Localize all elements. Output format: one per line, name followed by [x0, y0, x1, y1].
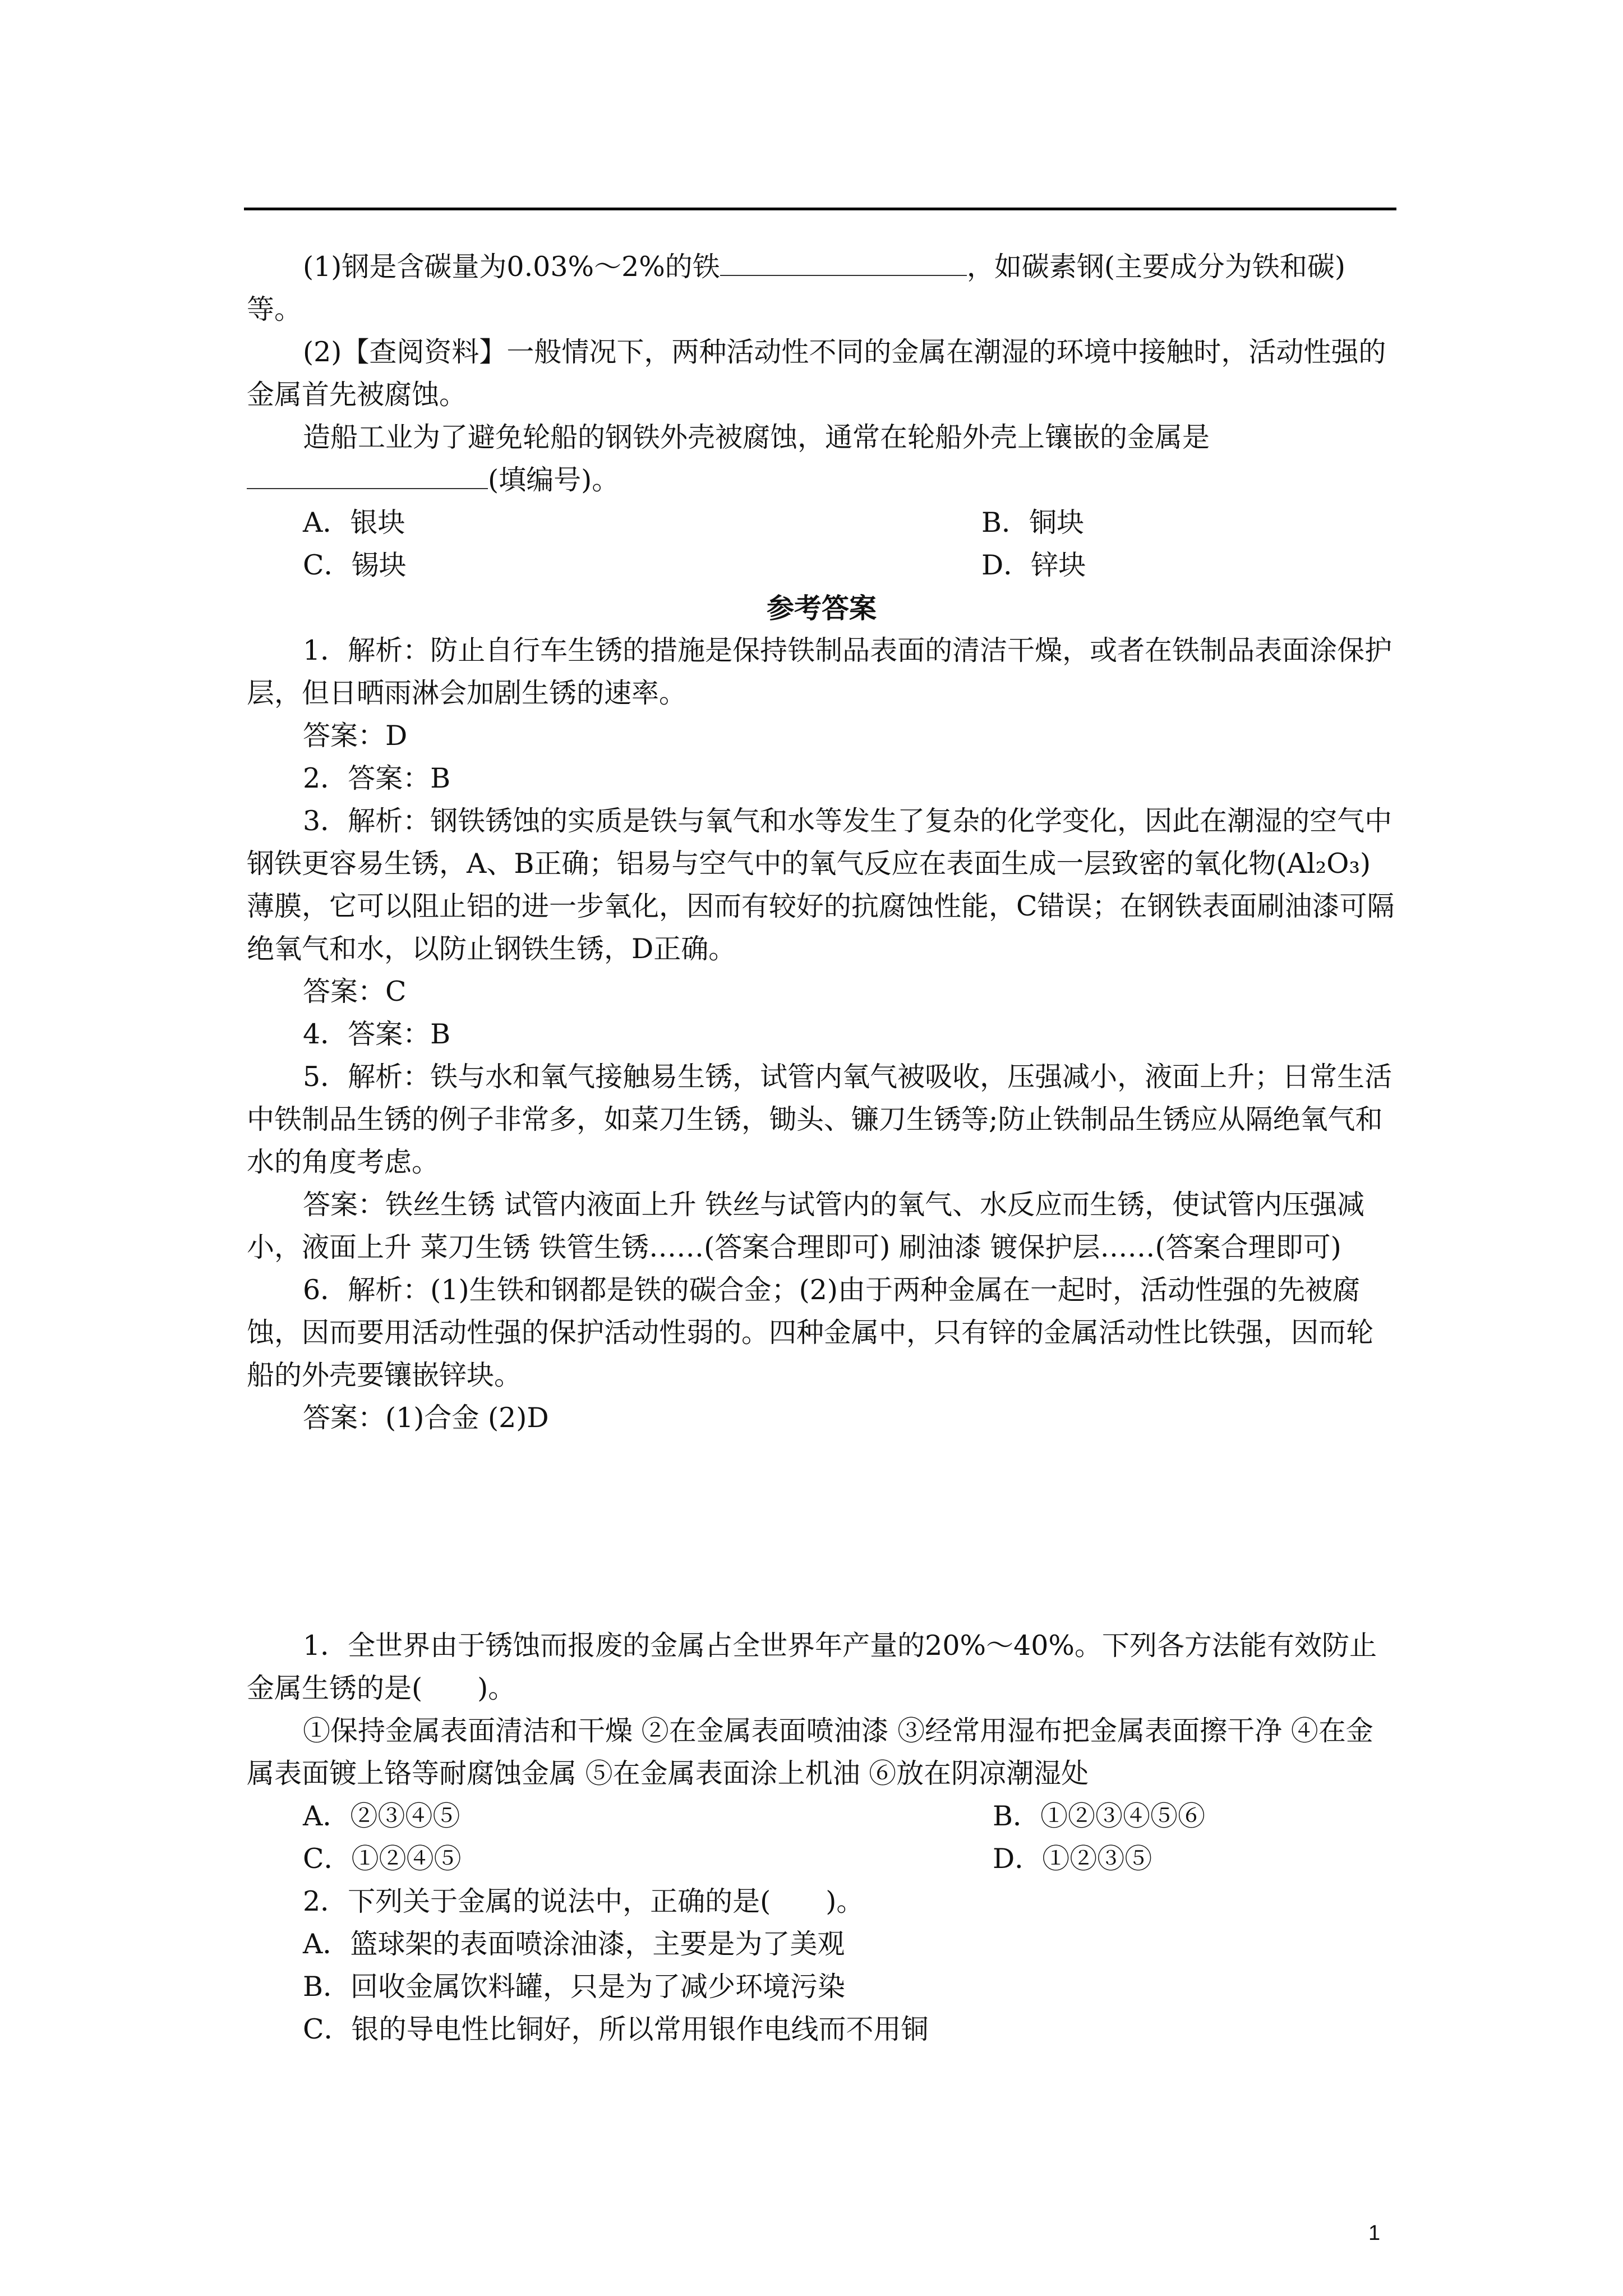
- answer-blank[interactable]: [247, 466, 488, 489]
- q1-stem: 1．全世界由于锈蚀而报废的金属占全世界年产量的20%～40%。下列各方法能有效防止金属生锈的是( )。: [247, 1630, 1377, 1704]
- section-gap: [247, 1439, 1396, 1625]
- answer-blank[interactable]: [720, 252, 967, 276]
- document-body: [247, 246, 1396, 2051]
- q6-part2: (2)【查阅资料】一般情况下，两种活动性不同的金属在潮湿的环境中接触时，活动性强的金属首先被腐蚀。: [247, 336, 1386, 411]
- option-c: C．①②④⑤: [303, 1843, 462, 1875]
- answer-item: 6．解析：(1)生铁和钢都是铁的碳合金；(2)由于两种金属在一起时，活动性强的先被腐蚀，因而要用活动性强的保护活动性弱的。四种金属中，只有锌的金属活动性比铁强，因而轮船的外壳要镶嵌锌块。: [247, 1274, 1374, 1391]
- q2-option: B．回收金属饮料罐，只是为了减少环境污染: [303, 1971, 846, 2003]
- option-a: A．银块: [303, 507, 405, 539]
- answer-item: 答案：铁丝生锈 试管内液面上升 铁丝与试管内的氧气、水反应而生锈，使试管内压强减小，液面上升 菜刀生锈 铁管生锈……(答案合理即可) 刷油漆 镀保护层……(答案合理即可): [247, 1189, 1365, 1263]
- q6-options-row-1: [247, 501, 1396, 544]
- answer-item: 1．解析：防止自行车生锈的措施是保持铁制品表面的清洁干燥，或者在铁制品表面涂保护层，但日晒雨淋会加剧生锈的速率。: [247, 634, 1393, 709]
- q6-stem: 造船工业为了避免轮船的钢铁外壳被腐蚀，通常在轮船外壳上镶嵌的金属是(填编号)。: [247, 416, 1396, 501]
- q1-options-row-1: [247, 1795, 1396, 1838]
- option-a: A．②③④⑤: [303, 1800, 460, 1832]
- q6-options-row-2: [247, 544, 1396, 587]
- option-b: B．①②③④⑤⑥: [993, 1800, 1206, 1832]
- page-number: 1: [1368, 2221, 1381, 2245]
- q1-options-row-2: [247, 1838, 1396, 1880]
- q2-option: C．银的导电性比铜好，所以常用银作电线而不用铜: [303, 2013, 929, 2045]
- answer-item: 2．答案：B: [303, 762, 451, 794]
- option-c: C．锡块: [303, 549, 407, 581]
- header-rule: [244, 208, 1396, 210]
- q1-items: ①保持金属表面清洁和干燥 ②在金属表面喷油漆 ③经常用湿布把金属表面擦干净 ④在金属表面镀上铬等耐腐蚀金属 ⑤在金属表面涂上机油 ⑥放在阴凉潮湿处: [247, 1715, 1373, 1789]
- answer-item: 3．解析：钢铁锈蚀的实质是铁与氧气和水等发生了复杂的化学变化，因此在潮湿的空气中钢铁更容易生锈，A、B正确；铝易与空气中的氧气反应在表面生成一层致密的氧化物(Al₂O₃)薄膜，它可以阻止铝的进一步氧化，因而有较好的抗腐蚀性能，C错误；在钢铁表面刷油漆可隔绝氧气和水，以防止钢铁生锈，D正确。: [247, 805, 1395, 965]
- q6-part1: (1)钢是含碳量为0.03%～2%的铁 ，如碳素钢(主要成分为铁和碳)等。: [247, 251, 1346, 325]
- q2-option: A．篮球架的表面喷涂油漆，主要是为了美观: [303, 1928, 845, 1960]
- option-d: D．①②③⑤: [993, 1843, 1152, 1875]
- answer-item: 5．解析：铁与水和氧气接触易生锈，试管内氧气被吸收，压强减小，液面上升；日常生活中铁制品生锈的例子非常多，如菜刀生锈，锄头、镰刀生锈等;防止铁制品生锈应从隔绝氧气和水的角度考虑。: [247, 1061, 1393, 1178]
- option-d: D．锌块: [981, 549, 1086, 581]
- answer-item: 4．答案：B: [303, 1018, 451, 1050]
- answer-item: 答案：D: [303, 720, 408, 752]
- answer-item: 答案：(1)合金 (2)D: [303, 1402, 549, 1434]
- answer-item: 答案：C: [303, 976, 407, 1007]
- answers-heading: 参考答案: [766, 592, 877, 624]
- option-b: B．铜块: [981, 507, 1085, 539]
- q2-stem: 2．下列关于金属的说法中，正确的是( )。: [303, 1885, 864, 1917]
